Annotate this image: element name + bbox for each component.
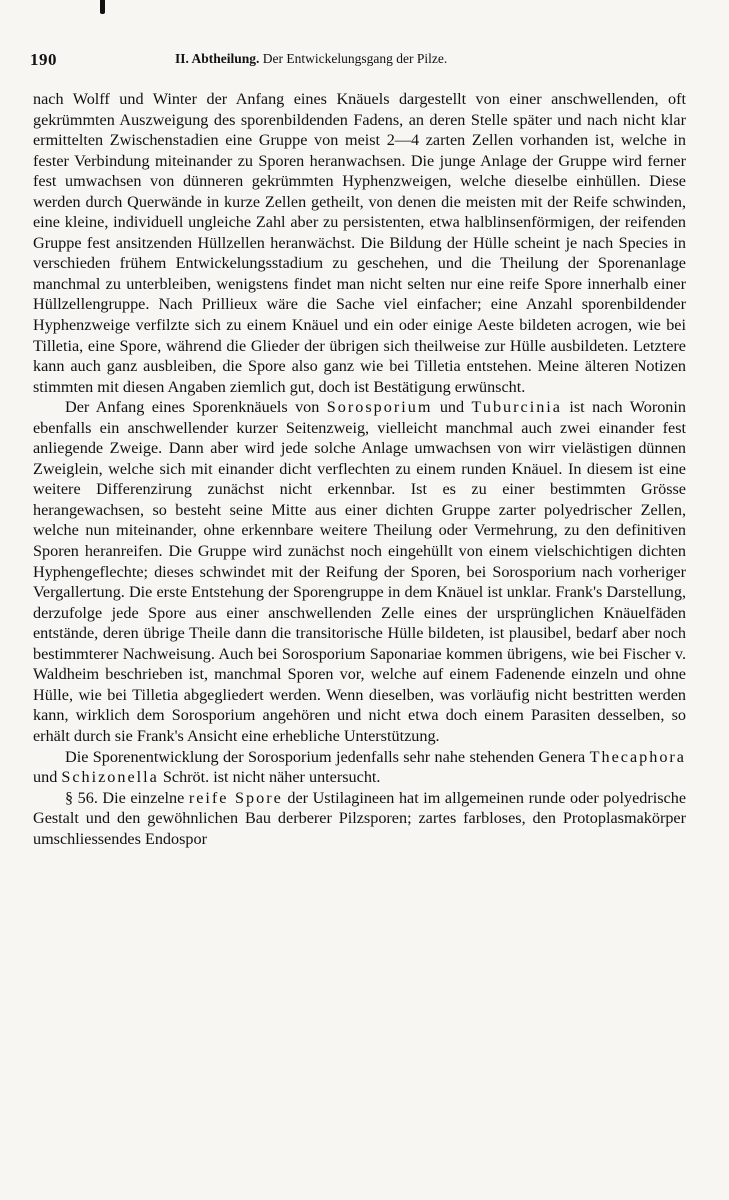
page-header [30, 50, 690, 72]
genus-schizonella: Schizonella [61, 768, 159, 787]
paragraph-continuation: nach Wolff und Winter der Anfang eines Knäuels dargestellt von einer anschwellenden, oft gekrümmten Auszweigung des sporenbildenden Fadens, an deren Stelle später und nach nicht klar ermittelten Zwischenstadien eine Gruppe von meist 2—4 zarten Zellen vorhanden ist, welche in fester Verbindung miteinander zu Sporen heranwachsen. Die junge Anlage der Gruppe wird ferner fest umwachsen von dünneren gekrümmten Hyphenzweigen, welche dieselbe einhüllen. Diese werden durch Querwände in kurze Zellen getheilt, von denen die meisten mit der Reife schwinden, eine kleine, individuell ungleiche Zahl aber zu persistenten, etwa halblinsenförmigen, der reifenden Gruppe fest ansitzenden Hüllzellen heranwächst. Die Bildung der Hülle scheint je nach Species in verschieden frühem Entwickelungsstadium zu geschehen, und die Theilung der Sporenanlage manchmal zu unterbleiben, wenigstens findet man nicht selten nur eine reife Spore innerhalb einer Hüllzellengruppe. Nach Prillieux wäre die Sache viel einfacher; eine Anzahl sporenbildender Hyphenzweige verfilzte sich zu einem Knäuel und ein oder einige Aeste bildeten acrogen, wie bei Tilletia, eine Spore, während die Glieder der übrigen sich theilweise zur Hülle ausbildeten. Letztere kann auch ganz ausbleiben, die Spore also ganz wie bei Tilletia entstehen. Meine älteren Notizen stimmten mit diesen Angaben ziemlich gut, doch ist Bestätigung erwünscht. [33, 90, 686, 396]
body-text [33, 89, 686, 849]
genus-thecaphora: Thecaphora [589, 747, 686, 766]
running-head [175, 51, 447, 67]
section-label: II. Abtheilung. [175, 51, 260, 66]
scan-mark [100, 0, 105, 14]
paragraph-thecaphora: Die Sporenentwicklung der Sorosporium jedenfalls sehr nahe stehenden Genera Thecaphora und Schizonella Schröt. ist nicht näher untersucht. [33, 747, 686, 787]
paragraph-section-56: § 56. Die einzelne reife Spore der Ustilagineen hat im allgemeinen runde oder polyedrische Gestalt und den gewöhnlichen Bau derberer Pilzsporen; zartes farbloses, den Protoplasmakörper umschliessendes Endospor [33, 788, 687, 848]
genus-tuburcinia: Tuburcinia [471, 398, 562, 417]
term-reife-spore: reife Spore [188, 788, 283, 807]
page-number: 190 [30, 50, 57, 69]
paragraph-sorosporium: Der Anfang eines Sporenknäuels von Sorosporium und Tuburcinia ist nach Woronin ebenfalls ein anschwellender kurzer Seitenzweig, vielleicht manchmal auch zwei einander fest anliegende Zweige. Dann aber wird jede solche Anlage umwachsen von wirr vielästigen dünnen Zweiglein, welche sich mit einander dicht verflechten zu einem runden Knäuel. In diesem ist eine weitere Differenzirung zunächst nicht erkennbar. Ist es zu einer bestimmten Grösse herangewachsen, so besteht seine Mitte aus einer dichten Gruppe zarter polyedrischer Zellen, welche nun miteinander, ohne erkennbare weitere Theilung oder Vermehrung, zu den definitiven Sporen heranreifen. Die Gruppe wird zunächst noch eingehüllt von einem vielschichtigen dichten Hyphengeflechte; dieses schwindet mit der Reifung der Sporen, bei Sorosporium nach vorheriger Vergallertung. Die erste Entstehung der Sporengruppe in dem Knäuel ist unklar. Frank's Darstellung, derzufolge jede Spore aus einer anschwellenden Zelle eines der ursprünglichen Knäuelfäden entstände, deren übrige Theile dann die transitorische Hülle bildeten, ist plausibel, bedarf aber noch bestimmterer Nachweisung. Auch bei Sorosporium Saponariae kommen übrigens, wie bei Fischer v. Waldheim beschrieben ist, manchmal Sporen vor, welche auf einem Fadenende einzeln und ohne Hülle, wie bei Tilletia abgegliedert werden. Wenn dieselben, was vorläufig nicht bestritten werden kann, wirklich dem Sorosporium angehören und nicht etwa doch einem Parasiten desselben, so erhält durch sie Frank's Ansicht eine erhebliche Unterstützung. [33, 398, 686, 745]
genus-sorosporium: Sorosporium [326, 398, 433, 417]
chapter-title: Der Entwickelungsgang der Pilze. [262, 51, 448, 66]
